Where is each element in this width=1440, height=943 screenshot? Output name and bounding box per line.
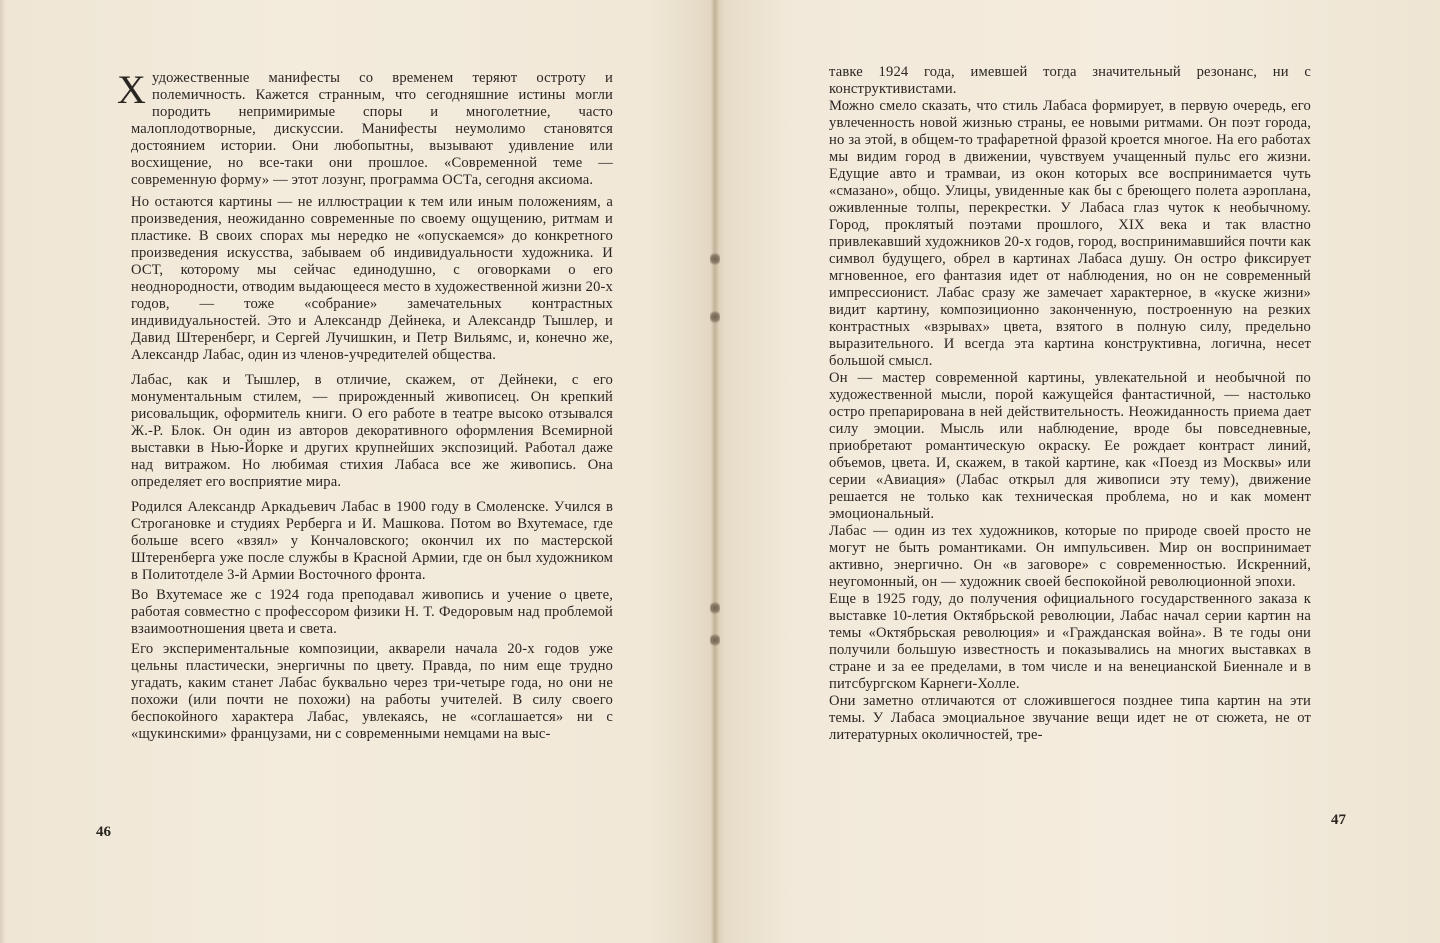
paragraph: Они заметно отличаются от сложившегося позднее типа картин на эти темы. У Лабаса эмоциальное звучание вещи идет не от сюжета, не от литературных околичностей, тре- (829, 693, 1311, 743)
paragraph: Еще в 1925 году, до получения официального государственного заказа к выставке 10-летия Октябрьской революции, Лабас начал серии картин на темы «Октябрьская революция» и «Гражданская война». В те годы они получили большую известность и показывались на многих выставках в стране и за ее пределами, в том числе и на венецианской Биеннале и в питсбургском Карнеги-Холле. (829, 591, 1311, 692)
paragraph (117, 67, 613, 189)
paragraph: тавке 1924 года, имевшей тогда значительный резонанс, ни с конструктивистами. (829, 64, 1311, 97)
staple-upper-mid (710, 310, 720, 324)
paragraph: Во Вхутемасе же с 1924 года преподавал живопись и учение о цвете, работая совместно с профессором физики Н. Т. Федоровым над проблемой взаимоотношения цвета и света. (131, 587, 613, 637)
paragraph: Лабас — один из тех художников, которые по природе своей просто не могут не быть романтиками. Он импульсивен. Мир он воспринимает активно, энергично. Он «в заговоре» с современностью. Искренний, неугомонный, он — художник своей беспокойной революционной эпохи. (829, 523, 1311, 590)
left-page-text (117, 67, 613, 743)
paragraph-text: удожественные манифесты со временем теряют остроту и полемичность. Кажется странным, что сегодняшние истины могли породить непримиримые споры и многолетние, часто малоплодотворные, дискуссии. Манифесты неумолимо становятся достоянием истории. Они любопытны, вызывают удивление или восхищение, но все-таки они прошлое. «Современной теме — современную форму» — этот лозунг, программа ОСТа, сегодня аксиома. (131, 70, 613, 188)
staple-bottom (710, 633, 720, 647)
right-page-text (829, 64, 1311, 744)
page-number-right: 47 (1331, 812, 1346, 828)
paragraph: Можно смело сказать, что стиль Лабаса формирует, в первую очередь, его увлеченность новой жизнью страны, ее новыми ритмами. Он поэт города, но за этой, в общем-то трафаретной фразой кроется многое. На его работах мы видим город в движении, чувствуем учащенный пульс его жизни. Едущие авто и трамваи, из окон которых все воспринимается чуть «смазано», общо. Улицы, увиденные как бы с бреющего полета аэроплана, оживленные толпы, перекрестки. У Лабаса глаз чуток к необычному. Город, проклятый поэтами прошлого, XIX века и так властно привлекавший художников 20-х годов, город, воспринимавшийся почти как символ будущего, обрел в картинах Лабаса душу. Он остро фиксирует мгновенное, его фантазия идет от наблюдения, но он не современный импрессионист. Лабас сразу же замечает характерное, в «куске жизни» видит картину, композиционно законченную, построенную на резких контрастных «взрывах» цвета, взятого в полную силу, предельно выразительного. И всегда эта картина конструктивна, логична, несет большой смысл. (829, 98, 1311, 369)
staple-top (710, 252, 720, 266)
book-gutter (711, 0, 719, 943)
paragraph: Но остаются картины — не иллюстрации к тем или иным положениям, а произведения, неожиданно современные по своему ощущению, ритмам и пластике. В своих спорах мы нередко не «опускаемся» до конкретного произведения искусства, забываем об индивидуальности художника. И ОСТ, которому мы сейчас единодушно, с оговорками о его неоднородности, отводим выдающееся место в художественной жизни 20-х годов, — тоже «собрание» замечательных контрастных индивидуальностей. Это и Александр Дейнека, и Александр Тышлер, и Давид Штеренберг, и Сергей Лучишкин, и Петр Вильямс, и, конечно же, Александр Лабас, один из членов-учредителей общества. (131, 194, 613, 363)
drop-cap: Х (117, 67, 147, 112)
page-number-left: 46 (96, 824, 111, 840)
paragraph: Он — мастер современной картины, увлекательной и необычной по художественной мысли, порой кажущейся фантастичной, — настолько остро препарирована в ней действительность. Неожиданность приема дает силу эмоции. Мысль или наблюдение, вроде бы повседневные, приобретают романтическую окраску. Ее рождает контраст линий, объемов, цвета. И, скажем, в такой картине, как «Поезд из Москвы» или серии «Авиация» (Лабас открыл для живописи эту тему), движение решается не только как техническая проблема, но и как момент эмоциональный. (829, 370, 1311, 522)
paragraph: Лабас, как и Тышлер, в отличие, скажем, от Дейнеки, с его монументальным стилем, — прирожденный живописец. Он крепкий рисовальщик, оформитель книги. О его работе в театре высоко отзывался Ж.-Р. Блок. Он один из авторов декоративного оформления Всемирной выставки в Нью-Йорке и других крупнейших экспозиций. Работал даже над витражом. Но любимая стихия Лабаса все же живопись. Она определяет его восприятие мира. (131, 372, 613, 490)
paragraph: Его экспериментальные композиции, акварели начала 20-х годов уже цельны пластически, энергичны по цвету. Правда, по ним еще трудно угадать, каким станет Лабас буквально через три-четыре года, но они не похожи (или почти не похожи) на работы учителей. В силу своего беспокойного характера Лабас, увлекаясь, не «соглашается» ни с «щукинскими» французами, ни с современными немцами на выс- (131, 641, 613, 742)
paragraph: Родился Александр Аркадьевич Лабас в 1900 году в Смоленске. Учился в Строгановке и студиях Рерберга и И. Машкова. Потом во Вхутемасе, где больше всего «взял» у Кончаловского; окончил их по мастерской Штеренберга уже после службы в Красной Армии, где он был художником в Политотделе 3-й Армии Восточного фронта. (131, 499, 613, 583)
left-page-edge (0, 0, 6, 943)
staple-lower-mid (710, 601, 720, 615)
